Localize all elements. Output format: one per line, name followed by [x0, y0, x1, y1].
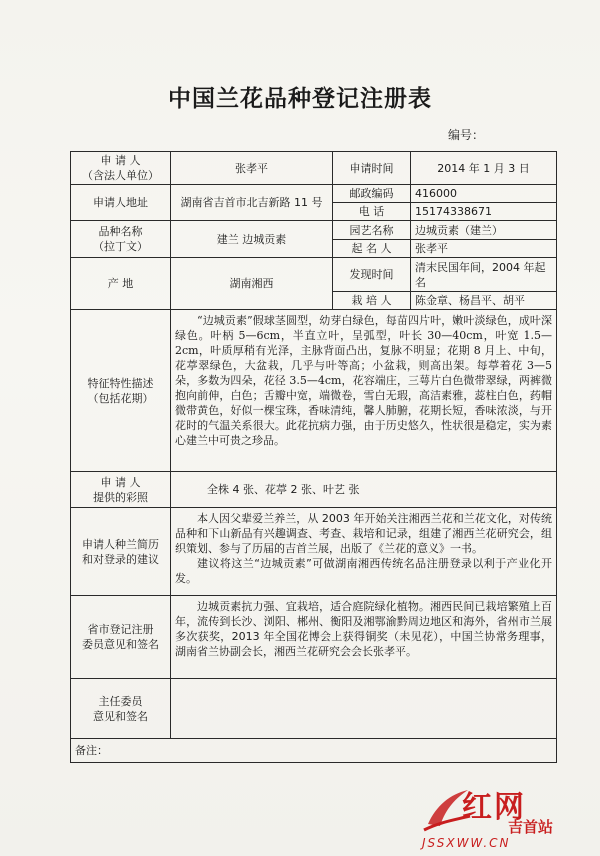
history-content	[171, 508, 557, 596]
postcode-label: 邮政编码	[333, 185, 411, 203]
table-row	[71, 596, 557, 679]
history-label: 申请人种兰简历 和对登录的建议	[71, 508, 171, 596]
watermark-url: JSSXWW.CN	[422, 836, 511, 850]
origin-value: 湖南湘西	[171, 258, 333, 310]
grower-label: 栽 培 人	[333, 292, 411, 310]
table-row	[71, 472, 557, 508]
address-value: 湖南省吉首市北吉新路 11 号	[171, 185, 333, 221]
watermark-station: 吉首站	[508, 818, 554, 836]
remark-field	[71, 739, 557, 763]
history-paragraph-1: 本人因父辈爱兰养兰，从 2003 年开始关注湘西兰花和兰花文化，对传统品种和下山新品有兴趣调查、考查、栽培和记录，组建了湘西兰花研究会，组织策划、参与了历届的吉首兰展，出版了《兰花的意义》一书。	[175, 512, 552, 555]
province-opinion-content	[171, 596, 557, 679]
table-row	[71, 221, 557, 240]
province-opinion-text: 边城贡素抗力强、宜栽培，适合庭院绿化植物。湘西民间已栽培繁殖上百年，流传到长沙、浏阳、郴州、衡阳及湘鄂渝黔周边地区和海外，省州市兰展多次获奖，2013 年全国花博会上获得铜奖（未见花），中国兰协常务理事，湖南省兰协副会长，湘西兰花研究会会长张孝平。	[175, 600, 552, 658]
address-label: 申请人地址	[71, 185, 171, 221]
province-opinion-label: 省市登记注册 委员意见和签名	[71, 596, 171, 679]
grower-value: 陈金章、杨昌平、胡平	[411, 292, 557, 310]
table-row	[71, 508, 557, 596]
garden-name-label: 园艺名称	[333, 221, 411, 240]
namer-value: 张孝平	[411, 240, 557, 258]
found-time-value: 清末民国年间，2004 年起名	[411, 258, 557, 292]
phone-value: 15174338671	[411, 203, 557, 221]
photos-label: 申 请 人 提供的彩照	[71, 472, 171, 508]
remark-label: 备注：	[75, 744, 108, 757]
variety-value: 建兰 边城贡素	[171, 221, 333, 258]
features-text: “边城贡素”假球茎圆型，幼芽白绿色，每苗四片叶，嫩叶淡绿色，成叶深绿色。叶柄 5—6cm，半直立叶，呈弧型，叶长 30—40cm，叶宽 1.5—2cm，叶质厚稍有光泽，主脉背面凸出，复脉不明显；花期 8 月上、中旬，花葶翠绿色，大盆栽，几乎与叶等高；小盆栽，则高出架。每葶着花 3—5 朵，多数为四朵，花径 3.5—4cm，花容端庄，三萼片白色微带翠绿，两裤微抱向前伸，白色；舌瓣中宽，端微卷，雪白无瑕，高洁素雅，蕊柱白色，药帽微带黄色，好似一棵宝珠，香味清纯，馨人肺腑，花期长短，香味浓淡，与开花时的气温关系很大。此花抗病力强，由于历史悠久，性状很是稳定，实为素心建兰中可贵之珍品。	[175, 314, 552, 447]
chief-opinion-label: 主任委员 意见和签名	[71, 679, 171, 739]
table-row	[71, 679, 557, 739]
features-description	[171, 310, 557, 472]
apply-time-label: 申请时间	[333, 152, 411, 185]
found-time-label: 发现时间	[333, 258, 411, 292]
table-row	[71, 310, 557, 472]
garden-name-value: 边城贡素（建兰）	[411, 221, 557, 240]
registration-form-table	[70, 151, 557, 763]
applicant-value: 张孝平	[171, 152, 333, 185]
photos-value: 全株 4 张、花葶 2 张、叶艺 张	[171, 472, 557, 508]
serial-number-label: 编号：	[448, 128, 485, 142]
postcode-value: 416000	[411, 185, 557, 203]
namer-label: 起 名 人	[333, 240, 411, 258]
watermark	[422, 782, 582, 852]
table-row	[71, 739, 557, 763]
apply-time-value: 2014 年 1 月 3 日	[411, 152, 557, 185]
features-label: 特征特性描述 （包括花期）	[71, 310, 171, 472]
origin-label: 产 地	[71, 258, 171, 310]
page-title: 中国兰花品种登记注册表	[168, 85, 432, 112]
variety-label: 品种名称 （拉丁文）	[71, 221, 171, 258]
applicant-label: 申 请 人 （含法人单位）	[71, 152, 171, 185]
chief-opinion-value	[171, 679, 557, 739]
table-row	[71, 185, 557, 203]
watermark-brand: 红网	[462, 790, 526, 825]
table-row	[71, 258, 557, 292]
phone-label: 电 话	[333, 203, 411, 221]
history-paragraph-2: 建议将这兰“边城贡素”可做湖南湘西传统名品注册登录以利于产业化开发。	[175, 557, 552, 585]
table-row	[71, 152, 557, 185]
